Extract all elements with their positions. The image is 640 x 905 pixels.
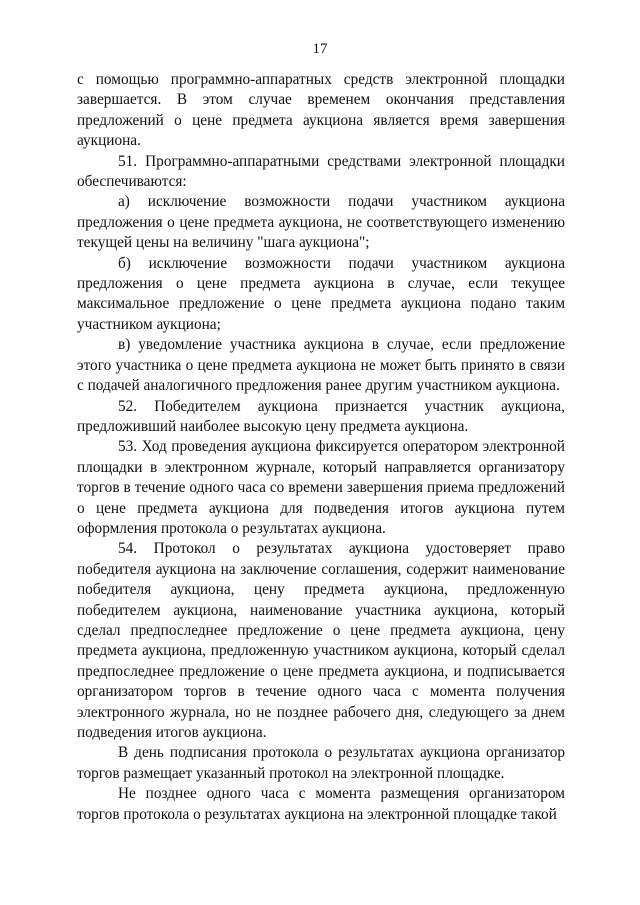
paragraph-52: 52. Победителем аукциона признается участник аукциона, предложивший наиболее высокую цену предмета аукциона. xyxy=(77,397,565,435)
paragraph-51-c: в) уведомление участника аукциона в случае, если предложение этого участника о цене предмета аукциона не может быть принято в связи с подачей аналогичного предложения ранее другим участником аукциона. xyxy=(77,336,565,395)
paragraph-signing-day: В день подписания протокола о результатах аукциона организатор торгов размещает указанный протокол на электронной площадке. xyxy=(77,744,565,782)
paragraph-54: 54. Протокол о результатах аукциона удостоверяет право победителя аукциона на заключение соглашения, содержит наименование победителя аукциона, цену предмета аукциона, предложенную победителем аукциона, наименование участника аукциона, который сделал предпоследнее предложение о цене предмета аукциона, цену предмета аукциона, предложенную участником аукциона, который сделал предпоследнее предложение о цене предмета аукциона, и подписывается организатором торгов в течение одного часа с момента получения электронного журнала, но не позднее рабочего дня, следующего за днем подведения итогов аукциона. xyxy=(77,540,565,741)
paragraph-one-hour: Не позднее одного часа с момента размещения организатором торгов протокола о результатах аукциона на электронной площадке такой xyxy=(77,785,565,823)
paragraph-continuation: с помощью программно-аппаратных средств электронной площадки завершается. В этом случае временем окончания представления предложений о цене предмета аукциона является время завершения аукциона. xyxy=(77,71,565,150)
paragraph-51-b: б) исключение возможности подачи участником аукциона предложения о цене предмета аукциона в случае, если текущее максимальное предложение о цене предмета аукциона подано таким участником аукциона; xyxy=(77,254,565,333)
paragraph-51: 51. Программно-аппаратными средствами электронной площадки обеспечиваются: xyxy=(77,152,565,191)
paragraph-51-a: а) исключение возможности подачи участником аукциона предложения о цене предмета аукциона, не соответствующего изменению текущей цены на величину "шага аукциона"; xyxy=(77,193,565,252)
page-number: 17 xyxy=(312,41,328,57)
document-body xyxy=(77,70,565,825)
paragraph-53: 53. Ход проведения аукциона фиксируется оператором электронной площадки в электронном журнале, который направляется организатору торгов в течение одного часа со времени завершения приема предложений о цене предмета аукциона для подведения итогов аукциона путем оформления протокола о результатах аукциона. xyxy=(77,438,565,537)
